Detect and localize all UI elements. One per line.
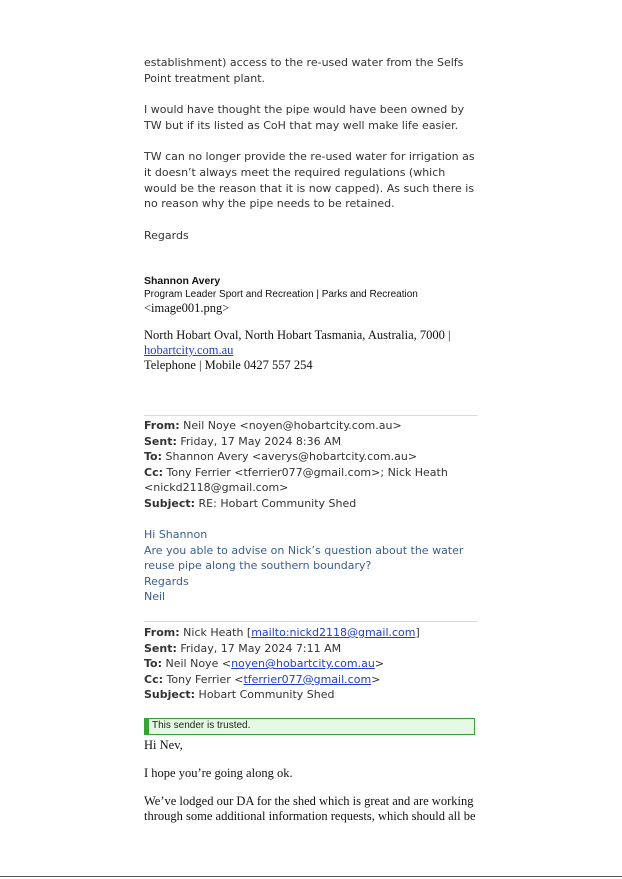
from-label: From: [144, 626, 180, 639]
subject-label: Subject: [144, 688, 196, 702]
signature-address: North Hobart Oval, North Hobart Tasmania, Australia, 7000 | [144, 328, 451, 342]
subject-value: RE: Hobart Community Shed [195, 496, 357, 510]
header-sent [144, 434, 480, 450]
header-cc-cont: <nickd2118@gmail.com> [144, 481, 289, 495]
header-to [144, 449, 480, 465]
email-header-neil [144, 418, 480, 512]
header-from [144, 418, 480, 434]
signoff: Neil [144, 590, 166, 604]
signature-image-placeholder: <image001.png> [144, 301, 230, 315]
header-subject [144, 496, 480, 512]
regards-text: Regards [144, 574, 189, 588]
sent-label: Sent: [144, 641, 177, 655]
cc-value: Tony Ferrier < [163, 672, 244, 686]
paragraph: I hope you’re going along ok. [144, 766, 293, 780]
paragraph: establishment) access to the re-used water from the Selfs Point treatment plant. [144, 56, 464, 85]
subject-value: Hobart Community Shed [195, 688, 335, 702]
paragraph: We’ve lodged our DA for the shed which is great and are working through some additional information requests, which should all be [144, 794, 476, 823]
divider [144, 415, 478, 416]
trusted-sender-banner [144, 718, 475, 735]
email-body-neil [144, 527, 480, 605]
website-link[interactable]: hobartcity.com.au [144, 343, 234, 357]
bracket: > [374, 657, 385, 671]
cc-value: Tony Ferrier <tferrier077@gmail.com>; Nick Heath [163, 465, 448, 479]
divider [144, 621, 478, 622]
bracket: ] [415, 626, 420, 639]
bracket: > [371, 672, 381, 686]
paragraph: TW can no longer provide the re-used water for irrigation as it doesn’t always meet the required regulations (which would be the reason that it is now capped). As such there is no reason why the pipe needs to be retained. [144, 150, 475, 211]
sent-value: Friday, 17 May 2024 7:11 AM [176, 641, 342, 655]
greeting: Hi Shannon [144, 528, 208, 541]
to-label: To: [144, 657, 162, 671]
email-link[interactable]: noyen@hobartcity.com.au [231, 657, 375, 671]
banner-accent [145, 719, 149, 734]
from-value: Neil Noye <noyen@hobartcity.com.au> [179, 419, 402, 432]
subject-label: Subject: [144, 496, 196, 510]
email-body-nick [144, 738, 480, 824]
to-value: Shannon Avery <averys@hobartcity.com.au> [162, 450, 418, 464]
to-label: To: [144, 450, 162, 464]
from-value: Nick Heath [ [179, 626, 252, 639]
email-body-shannon [144, 55, 480, 243]
header-cc [144, 672, 480, 688]
signature-phone: Telephone | Mobile 0427 557 254 [144, 358, 313, 372]
email-signature [144, 275, 480, 373]
signature-name: Shannon Avery [144, 275, 221, 287]
banner-text: This sender is trusted. [152, 720, 251, 731]
header-from [144, 625, 480, 641]
header-cc [144, 465, 480, 481]
sent-value: Friday, 17 May 2024 8:36 AM [176, 434, 342, 448]
cc-label: Cc: [144, 465, 163, 479]
header-subject [144, 687, 480, 703]
cc-label: Cc: [144, 672, 163, 686]
signature-role: Program Leader Sport and Recreation | Parks and Recreation [144, 289, 418, 300]
sent-label: Sent: [144, 434, 177, 448]
header-sent [144, 641, 480, 657]
email-header-nick [144, 625, 480, 703]
page-bottom-edge [0, 876, 622, 877]
paragraph: Are you able to advise on Nick’s question about the water reuse pipe along the southern boundary? [144, 543, 464, 573]
paragraph: I would have thought the pipe would have been owned by TW but if its listed as CoH that may well make life easier. [144, 103, 465, 132]
email-link[interactable]: tferrier077@gmail.com [243, 672, 372, 686]
greeting: Hi Nev, [144, 738, 183, 752]
to-value: Neil Noye < [162, 657, 232, 671]
regards-text: Regards [144, 228, 189, 242]
from-label: From: [144, 419, 180, 432]
header-to [144, 656, 480, 672]
mailto-link[interactable]: mailto:nickd2118@gmail.com [251, 626, 416, 639]
